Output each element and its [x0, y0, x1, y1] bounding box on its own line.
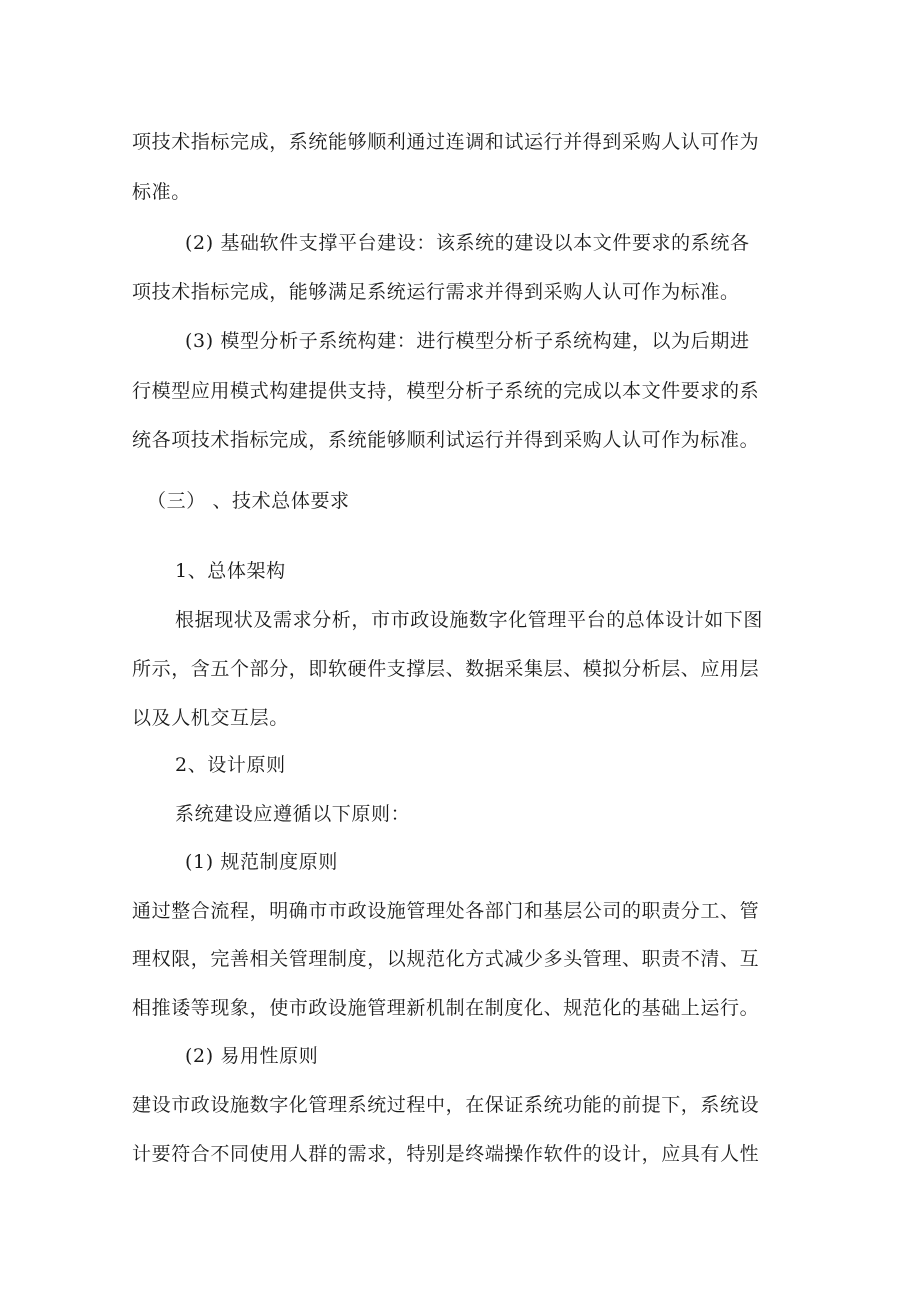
body-text-line: 通过整合流程，明确市市政设施管理处各部门和基层公司的职责分工、管: [132, 900, 760, 922]
body-text-line: 相推诿等现象，使市政设施管理新机制在制度化、规范化的基础上运行。: [132, 997, 760, 1019]
list-item-2-heading: (2) 基础软件支撑平台建设：该系统的建设以本文件要求的系统各: [185, 232, 750, 254]
body-text-line: 项技术指标完成，能够满足系统运行需求并得到采购人认可作为标准。: [132, 281, 740, 303]
principle-heading: (2) 易用性原则: [185, 1045, 319, 1067]
body-text-line: 行模型应用模式构建提供支持，模型分析子系统的完成以本文件要求的系: [132, 380, 760, 402]
body-text-line: 标准。: [132, 181, 191, 203]
body-text-line: 理权限，完善相关管理制度，以规范化方式减少多头管理、职责不清、互: [132, 948, 760, 970]
body-text-line: 计要符合不同使用人群的需求，特别是终端操作软件的设计，应具有人性: [132, 1143, 760, 1165]
body-text-line: 统各项技术指标完成，系统能够顺利试运行并得到采购人认可作为标准。: [132, 429, 760, 451]
body-text-line: 以及人机交互层。: [132, 707, 289, 729]
body-text-line: 项技术指标完成，系统能够顺利通过连调和试运行并得到采购人认可作为: [132, 131, 760, 153]
subsection-heading: 1、总体架构: [175, 560, 286, 582]
body-text-line: 根据现状及需求分析，市市政设施数字化管理平台的总体设计如下图: [175, 609, 764, 631]
subsection-heading: 2、设计原则: [175, 754, 286, 776]
principle-heading: (1) 规范制度原则: [185, 851, 338, 873]
body-text-line: 系统建设应遵循以下原则：: [175, 803, 411, 825]
body-text-line: 建设市政设施数字化管理系统过程中，在保证系统功能的前提下，系统设: [132, 1094, 760, 1116]
body-text-line: 所示，含五个部分，即软硬件支撑层、数据采集层、模拟分析层、应用层: [132, 658, 760, 680]
section-heading: （三） 、技术总体要求: [147, 490, 350, 512]
list-item-3-heading: (3) 模型分析子系统构建：进行模型分析子系统构建，以为后期进: [185, 330, 750, 352]
